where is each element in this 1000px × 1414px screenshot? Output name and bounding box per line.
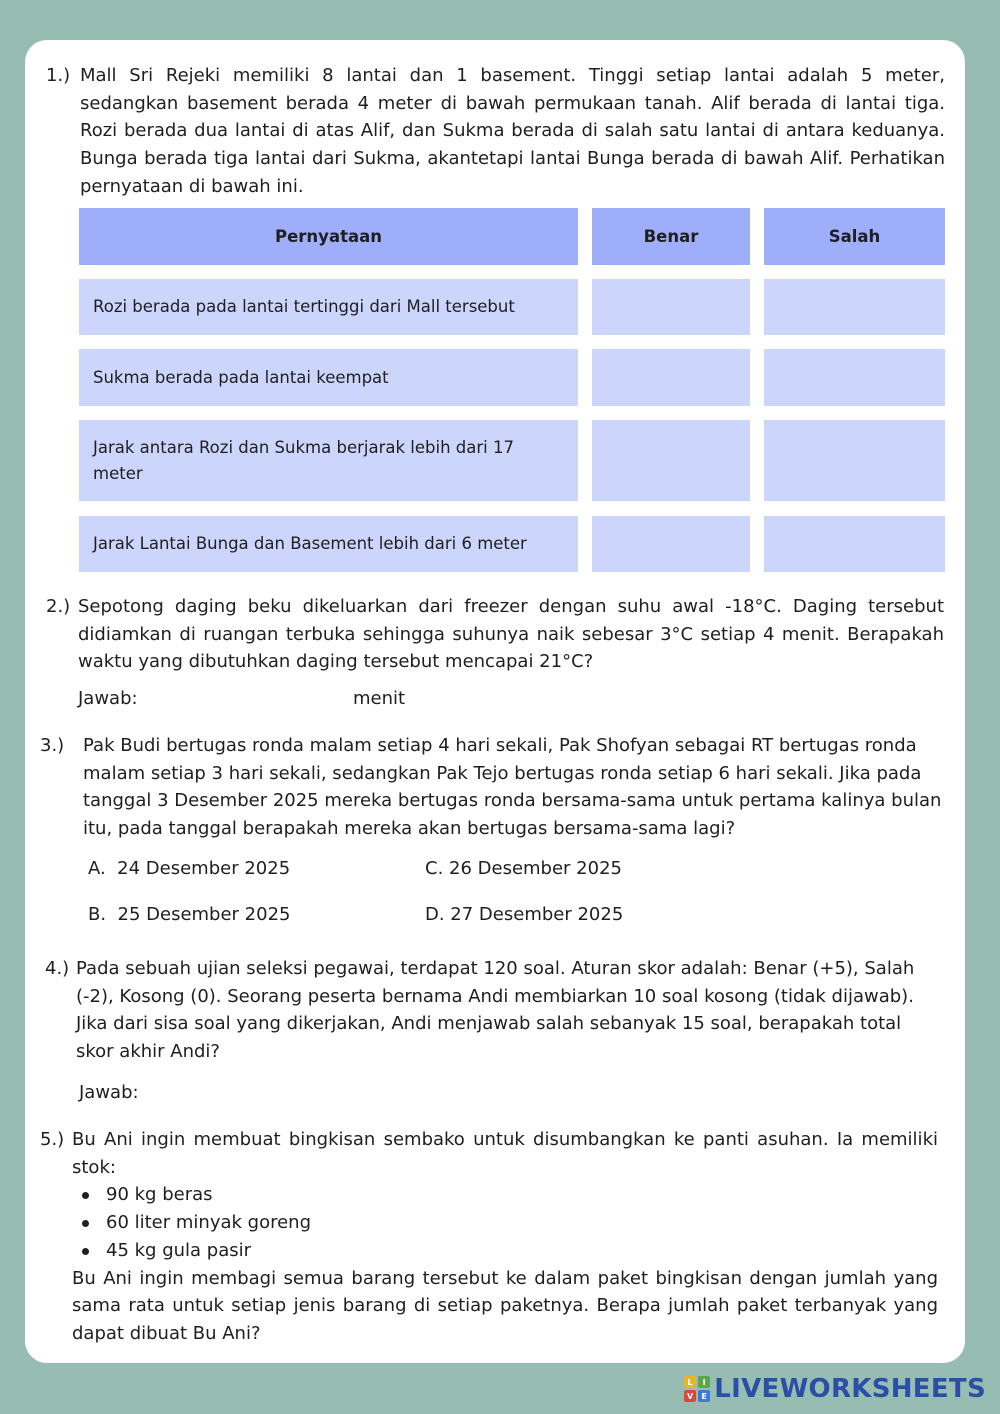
- question-4: [45, 955, 925, 1066]
- question-2-unit: menit: [353, 688, 406, 709]
- brand-name: LIVEWORKSHEETS: [714, 1374, 986, 1404]
- statement-row-3: Jarak antara Rozi dan Sukma berjarak lebih dari 17 meter: [79, 420, 578, 501]
- table-header-benar: Benar: [592, 208, 750, 265]
- question-5: [40, 1126, 938, 1348]
- list-item: 60 liter minyak goreng: [72, 1209, 938, 1237]
- liveworksheets-logo-icon: L I V E: [684, 1376, 710, 1402]
- benar-answer-cell-2[interactable]: [592, 349, 750, 406]
- table-header-pernyataan: Pernyataan: [79, 208, 578, 265]
- list-item: 90 kg beras: [72, 1181, 938, 1209]
- salah-answer-cell-1[interactable]: [764, 279, 945, 335]
- option-d[interactable]: D. 27 Desember 2025: [425, 904, 624, 925]
- question-5-text: Bu Ani ingin membagi semua barang tersebut ke dalam paket bingkisan dengan jumlah yang sama rata untuk setiap jenis barang di setiap paketnya. Berapa jumlah paket terbanyak yang dapat dibuat Bu Ani?: [72, 1267, 938, 1344]
- benar-answer-cell-3[interactable]: [592, 420, 750, 501]
- question-2-answer-label: Jawab:: [78, 688, 138, 709]
- benar-answer-cell-4[interactable]: [592, 516, 750, 572]
- table-header-salah: Salah: [764, 208, 945, 265]
- question-4-answer-label: Jawab:: [79, 1082, 139, 1103]
- question-5-intro: Bu Ani ingin membuat bingkisan sembako untuk disumbangkan ke panti asuhan. Ia memiliki stok:: [72, 1129, 938, 1178]
- question-4-answer-input[interactable]: [152, 1080, 412, 1106]
- liveworksheets-footer: [684, 1374, 986, 1404]
- option-c[interactable]: C. 26 Desember 2025: [425, 858, 622, 879]
- statement-row-4: Jarak Lantai Bunga dan Basement lebih dari 6 meter: [79, 516, 578, 572]
- list-item: 45 kg gula pasir: [72, 1237, 938, 1265]
- question-3-number: 3.): [40, 735, 65, 756]
- salah-answer-cell-4[interactable]: [764, 516, 945, 572]
- question-3: [40, 732, 950, 843]
- benar-answer-cell-1[interactable]: [592, 279, 750, 335]
- question-4-text: Pada sebuah ujian seleksi pegawai, terdapat 120 soal. Aturan skor adalah: Benar (+5), Salah (-2), Kosong (0). Seorang peserta bernama Andi membiarkan 10 soal kosong (tidak dijawab). Jika dari sisa soal yang dikerjakan, Andi menjawab salah sebanyak 15 soal, berapakah total skor akhir Andi?: [76, 958, 915, 1063]
- statement-row-2: Sukma berada pada lantai keempat: [79, 349, 578, 406]
- question-2-answer-input[interactable]: [150, 686, 345, 712]
- option-b[interactable]: B. 25 Desember 2025: [88, 904, 291, 925]
- stock-list: [72, 1181, 938, 1264]
- question-1: [46, 62, 946, 201]
- question-2-number: 2.): [46, 596, 71, 617]
- question-2: [46, 593, 944, 676]
- question-3-text: Pak Budi bertugas ronda malam setiap 4 hari sekali, Pak Shofyan sebagai RT bertugas ronda malam setiap 3 hari sekali, sedangkan Pak Tejo bertugas ronda setiap 6 hari sekali. Jika pada tanggal 3 Desember 2025 mereka bertugas ronda bersama-sama untuk pertama kalinya bulan itu, pada tanggal berapakah mereka akan bertugas bersama-sama lagi?: [83, 735, 942, 840]
- statement-row-1: Rozi berada pada lantai tertinggi dari Mall tersebut: [79, 279, 578, 335]
- question-1-number: 1.): [46, 65, 71, 86]
- question-2-text: Sepotong daging beku dikeluarkan dari freezer dengan suhu awal -18°C. Daging tersebut didiamkan di ruangan terbuka sehingga suhunya naik sebesar 3°C setiap 4 menit. Berapakah waktu yang dibutuhkan daging tersebut mencapai 21°C?: [78, 596, 944, 673]
- salah-answer-cell-3[interactable]: [764, 420, 945, 501]
- salah-answer-cell-2[interactable]: [764, 349, 945, 406]
- question-4-number: 4.): [45, 958, 70, 979]
- question-5-number: 5.): [40, 1129, 65, 1150]
- option-a[interactable]: A. 24 Desember 2025: [88, 858, 291, 879]
- question-1-text: Mall Sri Rejeki memiliki 8 lantai dan 1 basement. Tinggi setiap lantai adalah 5 meter, sedangkan basement berada 4 meter di bawah permukaan tanah. Alif berada di lantai tiga. Rozi berada dua lantai di atas Alif, dan Sukma berada di salah satu lantai di antara keduanya. Bunga berada tiga lantai dari Sukma, akantetapi lantai Bunga berada di bawah Alif. Perhatikan pernyataan di bawah ini.: [80, 65, 945, 197]
